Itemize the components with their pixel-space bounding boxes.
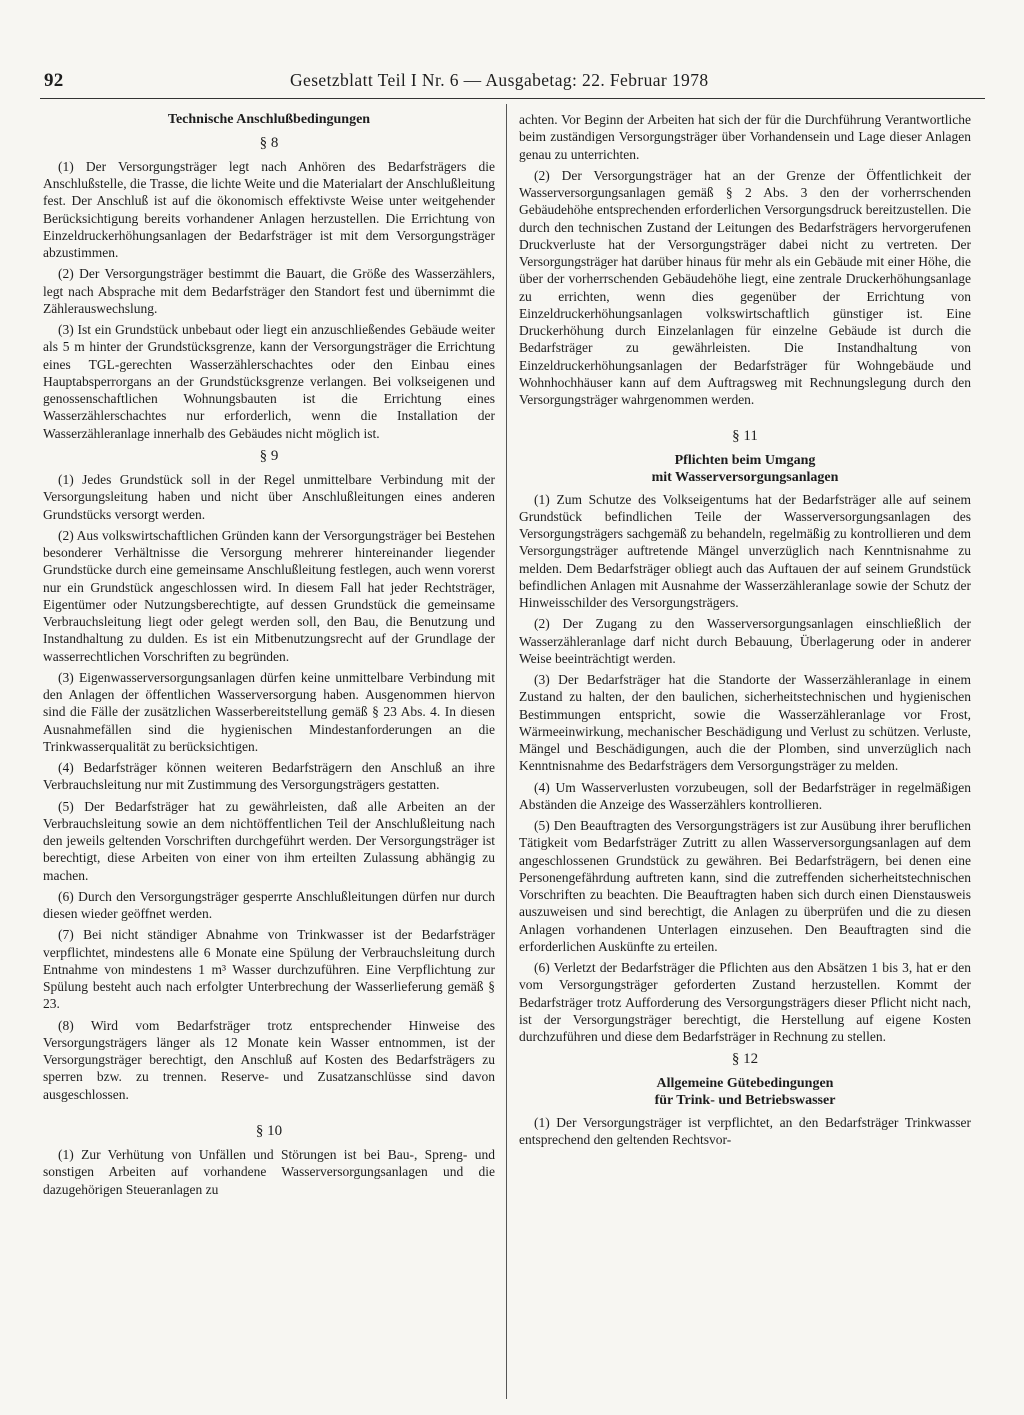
sec8-para-1: (1) Der Versorgungsträger legt nach Anhören des Bedarfsträgers die Anschlußstelle, die Trasse, die lichte Weite und die Materialart der Anschlußleitung fest. Der Anschluß ist auf die ökonomisch effektivste Weise unter weitgehender Berücksichtigung bereits vorhandener Anlagen herzustellen. Die Errichtung von Einzeldruckerhöhungsanlagen der Bedarfsträger ist mit dem Versorgungsträger abzustimmen. bbox=[43, 158, 495, 260]
section-11-title-line-1: Pflichten beim Umgang bbox=[674, 452, 816, 468]
section-11-title-line-2: mit Wasserversorgungsanlagen bbox=[651, 470, 839, 485]
sec9-para-4: (4) Bedarfsträger können weiteren Bedarfsträgern den Anschluß an ihre Verbrauchsleitung nur mit Zustimmung des Versorgungsträgers gestatten. bbox=[43, 760, 495, 793]
sec9-para-8: (8) Wird vom Bedarfsträger trotz entsprechender Hinweise des Versorgungsträgers länger als 12 Monate kein Wasser entnommen, ist der Versorgungsträger berechtigt, den Anschluß auf Kosten des Bedarfsträgers zu sperren bzw. zu trennen. Reserve- und Zusatzanschlüsse sind davon ausgeschlossen. bbox=[43, 1017, 495, 1102]
section-heading-technical-conditions: Technische Anschlußbedingungen bbox=[167, 112, 371, 127]
sec8-para-3: (3) Ist ein Grundstück unbebaut oder liegt ein anzuschließendes Gebäude weiter als 5 m hinter der Grundstücksgrenze, kann der Versorgungsträger die Errichtung eines TGL-gerechten Wasserzählerschachtes oder den Einbau eines Hauptabsperrorgans an der Grundstücksgrenze verlangen. Bei volkseigenen und genossenschaftlichen Wohnungsbauten ist die Errichtung eines Wasserzählerschachtes nur erforderlich, wenn die Installation der Wasserzähleranlage innerhalb des Gebäudes nicht möglich ist. bbox=[43, 322, 495, 441]
sec11-para-5: (5) Den Beauftragten des Versorgungsträgers ist zur Ausübung ihrer beruflichen Tätigkeit vom Bedarfsträger Zutritt zu allen Wasserversorgungsanlagen auf dem angeschlossenen Grundstück zu gewähren. Bei Bedarfsträgern, bei denen eine Personengefährdung auftreten kann, sind die zutreffenden sicherheitstechnischen Vorschriften zu beachten. Die Beauftragten haben sich durch einen Dienstausweis auszuweisen und sind berechtigt, die Anlagen zu überprüfen und die zu diesen Anlagen vorhandenen Unterlagen einzusehen. Den Beauftragten sind die erforderlichen Auskünfte zu erteilen. bbox=[519, 818, 971, 954]
sec9-para-1: (1) Jedes Grundstück soll in der Regel unmittelbare Verbindung mit der Versorgungsleitung haben und nicht über Anschlußleitungen eines anderen Grundstücks versorgt werden. bbox=[43, 472, 495, 522]
sec9-para-5: (5) Der Bedarfsträger hat zu gewährleisten, daß alle Arbeiten an der Verbrauchsleitung sowie an dem nichtöffentlichen Teil der Anschlußleitung nach den jeweils geltenden Vorschriften durchgeführt werden. Der Versorgungsträger ist berechtigt, diese Arbeiten von einer von ihm erteilten Zulassung abhängig zu machen. bbox=[43, 798, 495, 883]
section-12-title-line-1: Allgemeine Gütebedingungen bbox=[656, 1075, 834, 1091]
sec9-para-7: (7) Bei nicht ständiger Abnahme von Trinkwasser ist der Bedarfsträger verpflichtet, mindestens alle 6 Monate eine Spülung der Verbrauchsleitung durch Entnahme von mindestens 1 m³ Wasser durchzuführen. Eine Verpflichtung zur Spülung besteht auch nach erfolgter Unterbrechung der Wasserlieferung gemäß § 23. bbox=[43, 927, 495, 1012]
sec9-para-2: (2) Aus volkswirtschaftlichen Gründen kann der Versorgungsträger bei Bestehen besonderer Verhältnisse die Versorgung mehrerer hintereinander liegender Grundstücke durch eine gemeinsame Anschlußleitung festlegen, auch wenn vorerst nur ein Grundstück angeschlossen wird. In diesem Fall hat jeder Rechtsträger, Eigentümer oder Nutzungsberechtigte, auf dessen Grundstück die gemeinsame Verbrauchsleitung liegt oder gelegt werden soll, den Bau, die Benutzung und Instandhaltung zu dulden. Es ist ein Mitbenutzungsrecht auf der Grundlage der wasserrechtlichen Vorschriften zu begründen. bbox=[43, 527, 495, 664]
sec11-para-6: (6) Verletzt der Bedarfsträger die Pflichten aus den Absätzen 1 bis 3, hat er den vom Versorgungsträger geforderten Zustand herzustellen. Kommt der Bedarfsträger trotz Aufforderung des Versorgungsträgers dieser Pflicht nicht nach, ist der Versorgungsträger berechtigt, die Herstellung auf eigene Kosten durchzuführen und diese dem Bedarfsträger in Rechnung zu stellen. bbox=[519, 960, 971, 1044]
sec8-para-2: (2) Der Versorgungsträger bestimmt die Bauart, die Größe des Wasserzählers, legt nach Absprache mit dem Bedarfsträger den Standort fest und übernimmt die Zählerauswechslung. bbox=[43, 266, 495, 316]
left-column bbox=[43, 111, 495, 1202]
header-rule bbox=[40, 98, 985, 99]
section-12-mark: § 12 bbox=[731, 1051, 759, 1068]
sec11-para-4: (4) Um Wasserverlusten vorzubeugen, soll der Bedarfsträger in regelmäßigen Abständen die Anzeige des Wasserzählers kontrollieren. bbox=[519, 779, 971, 812]
page-number: 92 bbox=[44, 70, 64, 91]
right-column bbox=[519, 111, 971, 1152]
sec9-para-6: (6) Durch den Versorgungsträger gesperrte Anschlußleitungen dürfen nur durch diesen wieder geöffnet werden. bbox=[43, 888, 495, 921]
section-11-mark: § 11 bbox=[732, 428, 758, 445]
section-8-mark: § 8 bbox=[259, 134, 279, 151]
column-divider bbox=[506, 104, 507, 1399]
sec11-para-1: (1) Zum Schutze des Volkseigentums hat der Bedarfsträger alle auf seinem Grundstück befindlichen Teile der Wasserversorgungsanlagen des Versorgungsträgers sachgemäß zu behandeln, regelmäßig zu kontrollieren und dem Versorgungsträger auftretende Mängel unverzüglich nach Kenntnisnahme zu melden. Dem Bedarfsträger obliegt auch das Auftauen der auf seinem Grundstück befindlichen Anlagen mit Ausnahme der Wasserzähleranlage sowie der Schutz der Hinweisschilder des Versorgungsträgers. bbox=[519, 491, 971, 610]
gazette-header: Gesetzblatt Teil I Nr. 6 — Ausgabetag: 22. Februar 1978 bbox=[290, 70, 709, 90]
section-12-title-line-2: für Trink- und Betriebswasser bbox=[654, 1093, 836, 1108]
sec9-para-3: (3) Eigenwasserversorgungsanlagen dürfen keine unmittelbare Verbindung mit den Anlagen der öffentlichen Wasserversorgung haben. Ausgenommen hiervon sind die Fälle der zusätzlichen Wasserbereitstellung gemäß § 23 Abs. 4. In diesen Ausnahmefällen sind die hygienischen Mindestanforderungen an die Trinkwasserqualität zu berücksichtigen. bbox=[43, 669, 495, 754]
section-10-mark: § 10 bbox=[255, 1122, 283, 1139]
sec10-para-2: (2) Der Versorgungsträger hat an der Grenze der Öffentlichkeit der Wasserversorgungsanlagen gemäß § 2 Abs. 3 den der vorherrschenden Gebäudehöhe entsprechenden erforderlichen Versorgungsdruck bereitzustellen. Die durch den technischen Zustand der Leitungen des Bedarfsträgers hervorgerufenen Druckverluste hat der Versorgungsträger dabei nicht zu vertreten. Der Versorgungsträger hat darüber hinaus für mehr als ein Gebäude mit einer Höhe, die über der vorherrschenden Gebäudehöhe liegt, eine zentrale Druckerhöhungsanlage zu errichten, wenn dies gegenüber der Errichtung von Einzeldruckerhöhungsanlagen volkswirtschaftlich günstiger ist. Eine Druckerhöhung durch Einzelanlagen für einzelne Gebäude ist durch die Bedarfsträger zu gewährleisten. Die Instandhaltung von Einzeldruckerhöhungsanlagen der Bedarfsträger für Wohngebäude und Wohnhochhäuser kann auf dem Auftragsweg mit Rechnungslegung durch den Versorgungsträger wahrgenommen werden. bbox=[519, 167, 971, 407]
sec11-para-3: (3) Der Bedarfsträger hat die Standorte der Wasserzähleranlage in einem Zustand zu halten, der den baulichen, sicherheitstechnischen und hygienischen Bestimmungen entspricht, sowie die Wasserzähleranlage vor Frost, Wärmeeinwirkung, mechanischer Beschädigung und Verlust zu schützen. Verluste, Mängel und Beschädigungen, auch die der Plomben, sind unverzüglich nach Kenntnisnahme des Bedarfsträgers dem Versorgungsträger zu melden. bbox=[519, 672, 971, 774]
sec10-para-1: (1) Zur Verhütung von Unfällen und Störungen ist bei Bau-, Spreng- und sonstigen Arbeiten auf vorhandene Wasserversorgungsanlagen und die dazugehörigen Steueranlagen zu bbox=[43, 1147, 495, 1197]
sec10-para-1-continued: achten. Vor Beginn der Arbeiten hat sich der für die Durchführung Verantwortliche beim zuständigen Versorgungsträger über Vorhandensein und Lage dieser Anlagen genau zu unterrichten. bbox=[519, 112, 971, 162]
sec11-para-2: (2) Der Zugang zu den Wasserversorgungsanlagen einschließlich der Wasserzähleranlage darf nicht durch Bebauung, Überlagerung oder in anderer Weise beeinträchtigt werden. bbox=[519, 616, 971, 666]
sec12-para-1: (1) Der Versorgungsträger ist verpflichtet, an den Bedarfsträger Trinkwasser entsprechend den geltenden Rechtsvor- bbox=[519, 1114, 971, 1147]
section-9-mark: § 9 bbox=[259, 447, 279, 464]
